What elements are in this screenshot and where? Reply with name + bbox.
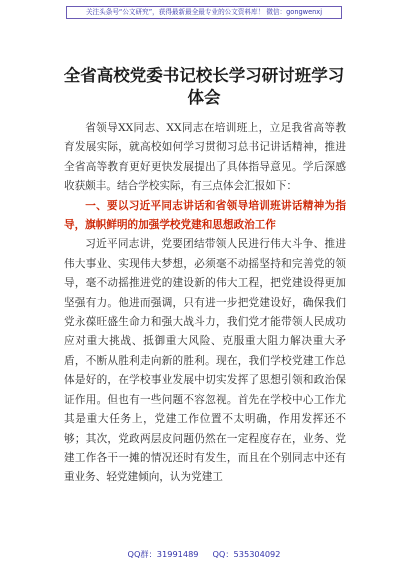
- document-title: 全省高校党委书记校长学习研讨班学习体会: [63, 66, 345, 107]
- section-heading: 一、要以习近平同志讲话和省领导培训班讲话精神为指导，旗帜鲜明的加强学校党建和思想政治工作: [64, 199, 346, 232]
- footer-qq: QQ：535304092: [212, 549, 281, 559]
- footer-contact: [0, 549, 408, 560]
- intro-paragraph: 省领导XX同志、XX同志在培训班上，立足我省高等教育发展实际，就高校如何学习贯彻习总书记讲话精神，推进全省高等教育更好更快发展提出了具体指导意见。学后深感收获颇丰。结合学校实际，有三点体会汇报如下：: [64, 122, 346, 193]
- document-body: [64, 119, 346, 488]
- footer-qq-group: QQ群：31991489: [127, 549, 199, 559]
- body-paragraph: 习近平同志讲，党要团结带领人民进行伟大斗争、推进伟大事业、实现伟大梦想，必须毫不动摇坚持和完善党的领导，毫不动摇推进党的建设新的伟大工程，把党建设得更加坚强有力。他进而强调，只有进一步把党建设好，确保我们党永葆旺盛生命力和强大战斗力，我们党才能带领人民成功应对重大挑战、抵御重大风险、克服重大阻力解决重大矛盾，不断从胜利走向新的胜利。现在，我们学校党建工作总体是好的，在学校事业发展中切实发挥了思想引领和政治保证作用。但也有一些问题不容忽视。首先在学校中心工作尤其是重大任务上，党建工作位置不太明确，作用发挥还不够；其次，党政两层皮问题仍然在一定程度存在，业务、党建工作各干一摊的情况还时有发生，而且在个别同志中还有重业务、轻党建倾向，认为党建工: [64, 238, 346, 484]
- top-banner: 关注头条号“公文研究”，获得最新最全最专业的公文资料库！ 微信：gongwenxj: [66, 6, 342, 19]
